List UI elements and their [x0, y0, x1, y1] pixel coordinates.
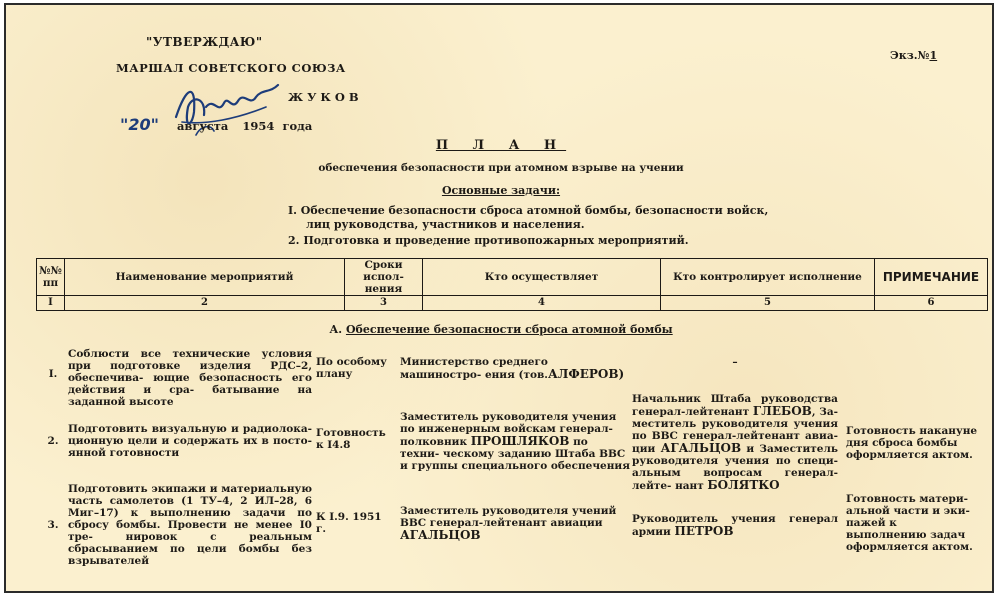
row-controller: –: [732, 356, 738, 368]
document-page: [4, 3, 994, 593]
row-executor: [400, 505, 630, 542]
controller-name: ГЛЕБОВ: [752, 404, 812, 418]
approver-name: ЖУКОВ: [288, 90, 363, 104]
header-who: Кто осуществляет: [423, 259, 661, 296]
executor-text: Министерство среднего машиностро- ения (тов.: [400, 356, 548, 381]
controller-text: и Заместитель руководителя учения по специ- альным вопросам генерал-лейте- нант: [632, 443, 839, 492]
row-activity: Соблюсти все технические условия при подготовке изделия РДС–2, обеспечива- ющие безопасность его действия и сра- батывание на заданной высоте: [68, 348, 312, 408]
row-activity: Подготовить экипажи и материальную часть самолетов (1 ТУ–4, 2 ИЛ–28, 6 Миг–17) к выполнению задачи по сбросу бомбы. Провести не менее I0 тре- нировок с реальным сбрасыванием по цели бомбы без взрывателей: [68, 483, 312, 567]
column-number: 2: [65, 296, 345, 311]
header-remark: ПРИМЕЧАНИЕ: [875, 259, 988, 296]
executor-name: ПРОШЛЯКОВ: [470, 434, 570, 448]
row-term: К I.9. 1951 г.: [316, 511, 382, 535]
task-1-line-2: лиц руководства, участников и населения.: [306, 218, 585, 231]
row-num: I.: [48, 368, 58, 380]
row-controller: [632, 513, 838, 538]
approval-heading: "УТВЕРЖДАЮ": [146, 35, 263, 49]
header-control: Кто контролирует исполнение: [661, 259, 875, 296]
row-term: Готовность к I4.8: [316, 427, 386, 451]
column-number: I: [37, 296, 65, 311]
controller-name: БОЛЯТКО: [707, 478, 780, 492]
copy-label: Экз.№: [890, 49, 930, 62]
approval-date: [116, 115, 312, 134]
executor-text: Заместитель руководителя учений ВВС генерал-лейтенант авиации: [400, 505, 617, 529]
row-note: Готовность накануне дня сброса бомбы оформляется актом.: [846, 425, 978, 461]
column-number: 6: [875, 296, 988, 311]
task-2: 2. Подготовка и проведение противопожарных мероприятий.: [288, 234, 689, 247]
tasks-heading: Основные задачи:: [441, 184, 561, 197]
task-1-line-1: I. Обеспечение безопасности сброса атомной бомбы, безопасности войск,: [288, 204, 769, 217]
section-a-title: Обеспечение безопасности сброса атомной бомбы: [345, 323, 673, 336]
controller-text: , За- меститель руководителя учения по ВВС генерал-лейтенант авиа- ции: [632, 406, 838, 455]
controller-name: АГАЛЬЦОВ: [660, 441, 742, 455]
controller-text: Руководитель учения генерал армии: [632, 513, 838, 538]
section-a-prefix: А.: [329, 323, 343, 336]
header-term: Сроки испол- нения: [345, 259, 423, 296]
plan-table-header: [36, 258, 988, 311]
copy-number: [890, 49, 937, 62]
row-executor: [400, 356, 630, 381]
row-executor: [400, 411, 630, 472]
column-number: 5: [661, 296, 875, 311]
executor-text: по техни- ческому заданию Штаба ВВС и группы специального обеспечения: [400, 436, 630, 472]
row-term: По особому плану: [316, 356, 387, 380]
date-day: "20": [120, 115, 159, 134]
row-num: 3.: [47, 519, 59, 531]
section-a-heading: [6, 323, 996, 336]
row-note: Готовность матери- альной части и эки- пажей к выполнению задач оформляется актом.: [846, 493, 973, 553]
controller-text: Начальник Штаба руководства генерал-лейтенант: [632, 393, 838, 418]
row-num: 2.: [47, 435, 59, 447]
executor-text: Заместитель руководителя учения по инженерным войскам генерал- полковник: [400, 411, 617, 448]
column-number: 4: [423, 296, 661, 311]
header-num: №№ пп: [37, 259, 65, 296]
row-controller: [632, 393, 838, 492]
executor-name: АЛФЕРОВ): [547, 367, 625, 381]
executor-name: АГАЛЬЦОВ: [400, 528, 481, 542]
plan-subtitle: обеспечения безопасности при атомном взрыве на учении: [318, 162, 684, 174]
header-name: Наименование мероприятий: [65, 259, 345, 296]
signature-image: [166, 67, 286, 147]
plan-title: П Л А Н: [435, 138, 567, 153]
column-number: 3: [345, 296, 423, 311]
approver-rank: МАРШАЛ СОВЕТСКОГО СОЮЗА: [116, 61, 346, 75]
date-year: 1954: [242, 119, 275, 133]
row-activity: Подготовить визуальную и радиолока- ционную цели и содержать их в посто- янной готовности: [68, 423, 312, 459]
date-month: августа: [176, 119, 229, 133]
copy-value: 1: [929, 49, 938, 62]
controller-name: ПЕТРОВ: [674, 524, 734, 538]
date-suffix: года: [282, 119, 313, 133]
